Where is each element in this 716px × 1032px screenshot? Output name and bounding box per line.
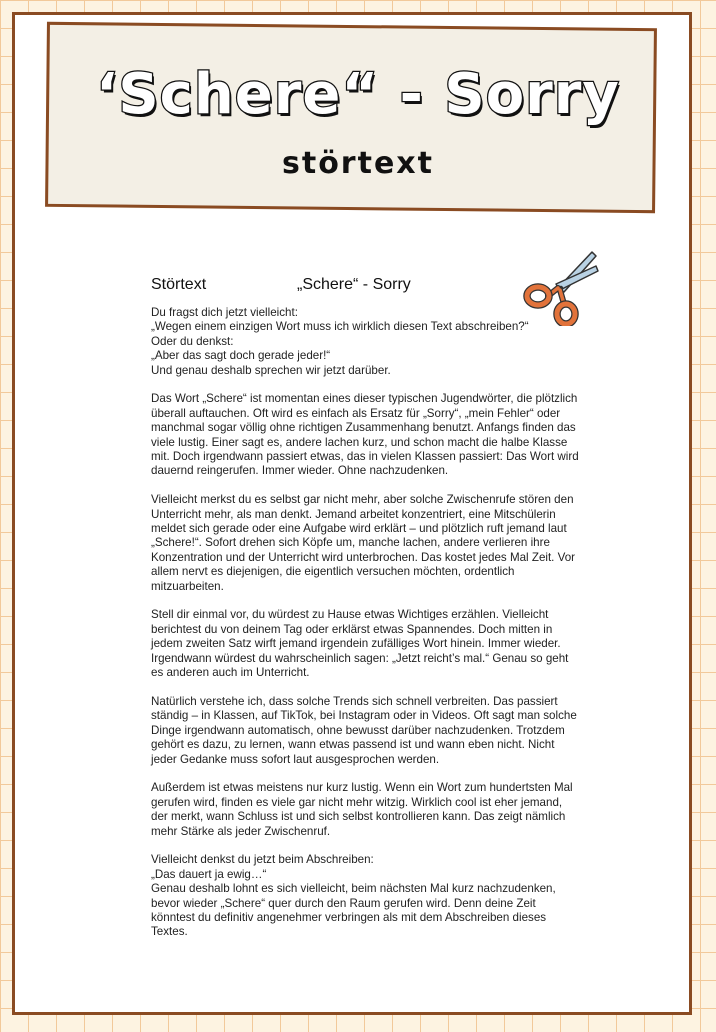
paragraph-intro: Du fragst dich jetzt vielleicht: „Wegen einem einzigen Wort muss ich wirklich diesen Text abschreiben?“ Oder du denkst: „Aber das sagt doch gerade jeder!“ Und genau deshalb sprechen wir jetzt darüber. (151, 306, 529, 377)
paragraph-closing: Vielleicht denkst du jetzt beim Abschreiben: „Das dauert ja ewig…“ Genau deshalb lohnt es sich vielleicht, beim nächsten Mal kurz nachzudenken, bevor wieder „Schere“ quer durch den Raum gerufen wird. Denn deine Zeit könntest du definitiv angenehmer verbringen als mit dem Abschreiben dieses Textes. (151, 853, 556, 939)
heading-topic: „Schere“ - Sorry (297, 276, 411, 293)
main-title: ‘Schere“ - Sorry (96, 62, 620, 127)
sub-title: störtext (282, 146, 434, 181)
document-heading (151, 276, 551, 298)
paragraph-word: Das Wort „Schere“ ist momentan eines dieser typischen Jugendwörter, die plötzlich überall auftauchen. Oft wird es einfach als Ersatz für „Sorry“, „mein Fehler“ oder manchmal sogar völlig ohne richtigen Zusammenhang benutzt. Anfangs finden das viele lustig. Einer sagt es, andere lachen kurz, und schon macht die halbe Klasse mit. Doch irgendwann passiert etwas, das in vielen Klassen passiert: Das Wort wird dauernd reingerufen. Immer wieder. Ohne nachzudenken. (151, 392, 579, 478)
paragraph-trends: Natürlich verstehe ich, dass solche Trends sich schnell verbreiten. Das passiert ständig – in Klassen, auf TikTok, bei Instagram oder in Videos. Oft sagt man solche Dinge irgendwann automatisch, ohne bewusst darüber nachzudenken. Trotzdem gehört es dazu, zu lernen, wann etwas passend ist und wann eben nicht. Nicht jeder Gedanke muss sofort laut ausgesprochen werden. (151, 694, 577, 766)
paragraph-home-example: Stell dir einmal vor, du würdest zu Hause etwas Wichtiges erzählen. Vielleicht berichtest du von deinem Tag oder erklärst etwas Spannendes. Doch mitten in jedem zweiten Satz wirft jemand irgendein zufälliges Wort hinein. Immer wieder. Irgendwann würdest du wahrscheinlich sagen: „Jetzt reicht’s mal.“ Genau so geht es anderen auch im Unterricht. (151, 608, 569, 680)
paragraph-disruption: Vielleicht merkst du es selbst gar nicht mehr, aber solche Zwischenrufe stören den Unterricht mehr, als man denkt. Jemand arbeitet konzentriert, eine Mitschülerin meldet sich gerade oder eine Aufgabe wird erklärt – und plötzlich ruft jemand laut „Schere!“. Sofort drehen sich Köpfe um, manche lachen, andere verlieren ihre Konzentration und der Unterricht wird unterbrochen. Das kostet jedes Mal Zeit. Vor allem nervt es diejenigen, die eigentlich versuchen möchten, ordentlich mitzuarbeiten. (151, 493, 576, 593)
paragraph-funny: Außerdem ist etwas meistens nur kurz lustig. Wenn ein Wort zum hundertsten Mal gerufen wird, finden es viele gar nicht mehr witzig. Wirklich cool ist eher jemand, der merkt, wann Schluss ist und sich selbst kontrollieren kann. Das zeigt nämlich mehr Stärke als jeder Zwischenruf. (151, 781, 573, 838)
body-text (151, 306, 581, 954)
heading-label: Störtext (151, 276, 207, 293)
